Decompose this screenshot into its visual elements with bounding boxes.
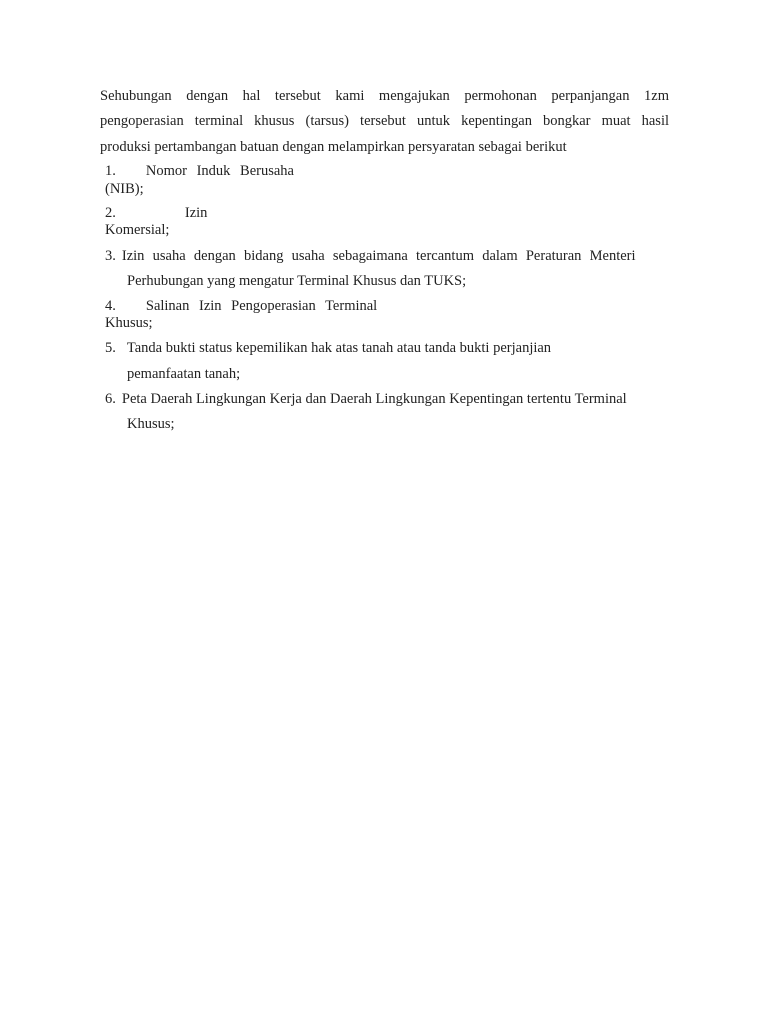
item-text: Izin usaha dengan bidang usaha sebagaimana tercantum dalam Peraturan Menteri <box>121 248 636 264</box>
item-text: Nomor Induk Berusaha <box>145 163 294 179</box>
list-item-1 <box>105 163 294 180</box>
item-number: 5. <box>105 340 116 356</box>
intro-line-1: Sehubungan dengan hal tersebut kami mengajukan permohonan perpanjangan 1zm <box>100 88 669 104</box>
list-item-5 <box>105 340 551 357</box>
item-text: Salinan Izin Pengoperasian Terminal <box>145 298 378 314</box>
list-item-4-continuation: Khusus; <box>105 315 153 331</box>
intro-line-3: produksi pertambangan batuan dengan melampirkan persyaratan sebagai berikut <box>100 139 567 155</box>
item-text: Tanda bukti status kepemilikan hak atas tanah atau tanda bukti perjanjian <box>126 340 552 356</box>
list-item-3-continuation: Perhubungan yang mengatur Terminal Khusus dan TUKS; <box>127 273 467 289</box>
item-text: Izin <box>184 205 208 221</box>
list-item-4 <box>105 298 377 315</box>
item-number: 3. <box>105 248 116 264</box>
list-item-5-continuation: pemanfaatan tanah; <box>127 366 241 382</box>
item-number: 6. <box>105 391 116 407</box>
item-text: Peta Daerah Lingkungan Kerja dan Daerah Lingkungan Kepentingan tertentu Terminal <box>121 391 627 407</box>
list-item-6-continuation: Khusus; <box>127 416 175 432</box>
item-number: 1. <box>105 163 116 179</box>
item-number: 4. <box>105 298 116 314</box>
list-item-2-continuation: Komersial; <box>105 222 170 238</box>
intro-line-2: pengoperasian terminal khusus (tarsus) tersebut untuk kepentingan bongkar muat hasil <box>100 113 669 129</box>
list-item-2 <box>105 205 207 222</box>
list-item-1-continuation: (NIB); <box>105 181 144 197</box>
list-item-6 <box>105 391 627 408</box>
list-item-3 <box>105 248 669 265</box>
item-number: 2. <box>105 205 116 221</box>
